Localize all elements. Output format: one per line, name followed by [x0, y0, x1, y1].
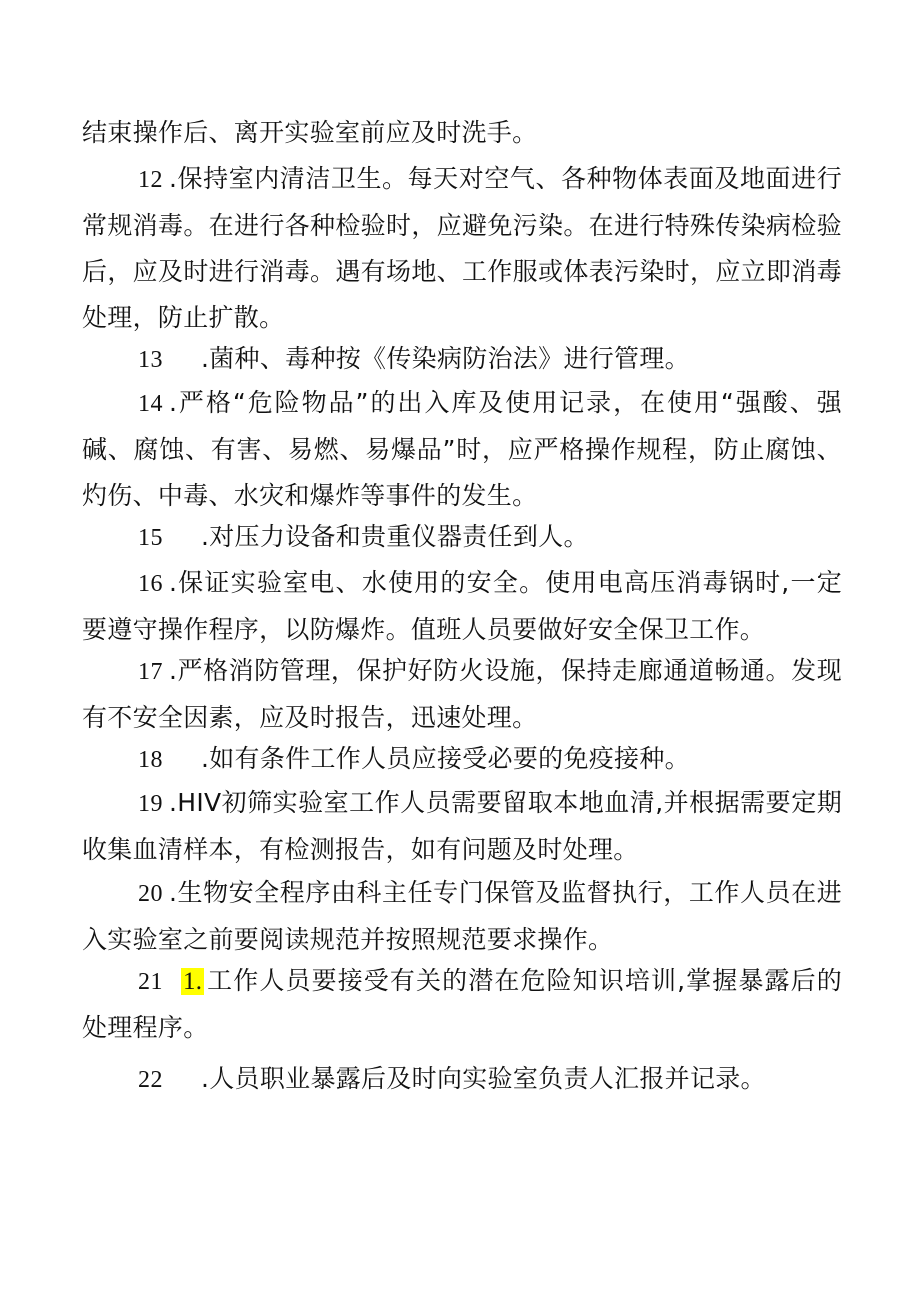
rule-number: 21: [138, 969, 163, 995]
rule-text: HIV初筛实验室工作人员需要留取本地血清,并根据需要定期收集血清样本，有检测报告，如有问题及时处理。: [82, 788, 842, 864]
rule-number: 20: [138, 881, 163, 907]
rule-text: 严格消防管理，保护好防火设施，保持走廊通道畅通。发现有不安全因素，应及时报告，迅速处理。: [82, 656, 842, 732]
rule-item-19: [82, 780, 842, 873]
rule-item-15: [82, 514, 842, 561]
rule-number: 16: [138, 571, 163, 597]
rule-separator: .: [169, 164, 178, 193]
rule-number: 22: [138, 1067, 163, 1093]
rule-number: 18: [138, 747, 163, 773]
rule-number: 14: [138, 391, 163, 417]
rule-item-17: [82, 648, 842, 741]
rule-separator: .: [169, 878, 178, 907]
rule-item-16: [82, 560, 842, 653]
rule-text: 对压力设备和贵重仪器责任到人。: [209, 522, 589, 551]
rule-text: 工作人员要接受有关的潜在危险知识培训,掌握暴露后的处理程序。: [82, 966, 842, 1042]
rule-separator: .: [169, 788, 178, 817]
rule-text: 严格“危险物品”的出入库及使用记录，在使用“强酸、强碱、腐蚀、有害、易燃、易爆品”时，应严格操作规程，防止腐蚀、灼伤、中毒、水灾和爆炸等事件的发生。: [82, 388, 842, 510]
rule-text: 生物安全程序由科主任专门保管及监督执行，工作人员在进入实验室之前要阅读规范并按照规范要求操作。: [82, 878, 842, 954]
rule-separator: .: [201, 744, 210, 773]
rule-number: 15: [138, 525, 163, 551]
rule-separator: .: [201, 1064, 210, 1093]
rule-text: 如有条件工作人员应接受必要的免疫接种。: [209, 744, 690, 773]
intro-text: 结束操作后、离开实验室前应及时洗手。: [82, 118, 538, 147]
rule-item-13: [82, 336, 842, 383]
rule-separator: .: [201, 522, 210, 551]
rule-separator: .: [169, 388, 178, 417]
rule-number: 17: [138, 659, 163, 685]
rule-text: 菌种、毒种按《传染病防治法》进行管理。: [209, 344, 690, 373]
rule-item-14: [82, 380, 842, 519]
rule-text: 人员职业暴露后及时向实验室负责人汇报并记录。: [209, 1064, 766, 1093]
rule-number: 12: [138, 167, 163, 193]
rule-item-20: [82, 870, 842, 963]
rule-item-21: [82, 958, 842, 1051]
rule-item-18: [82, 736, 842, 783]
intro-paragraph: [82, 110, 842, 156]
rule-number: 13: [138, 347, 163, 373]
rule-item-12: [82, 156, 842, 341]
rule-text: 保持室内清洁卫生。每天对空气、各种物体表面及地面进行常规消毒。在进行各种检验时，应避免污染。在进行特殊传染病检验后，应及时进行消毒。遇有场地、工作服或体表污染时，应立即消毒处理，防止扩散。: [82, 164, 842, 332]
rule-item-22: [82, 1056, 842, 1103]
rule-separator: .: [169, 568, 178, 597]
rule-number: 19: [138, 791, 163, 817]
rule-text: 保证实验室电、水使用的安全。使用电高压消毒锅时,一定要遵守操作程序，以防爆炸。值班人员要做好安全保卫工作。: [82, 568, 842, 644]
rule-separator: .: [201, 344, 210, 373]
rule-separator: .: [169, 656, 178, 685]
highlighted-marker: 1.: [183, 968, 203, 995]
